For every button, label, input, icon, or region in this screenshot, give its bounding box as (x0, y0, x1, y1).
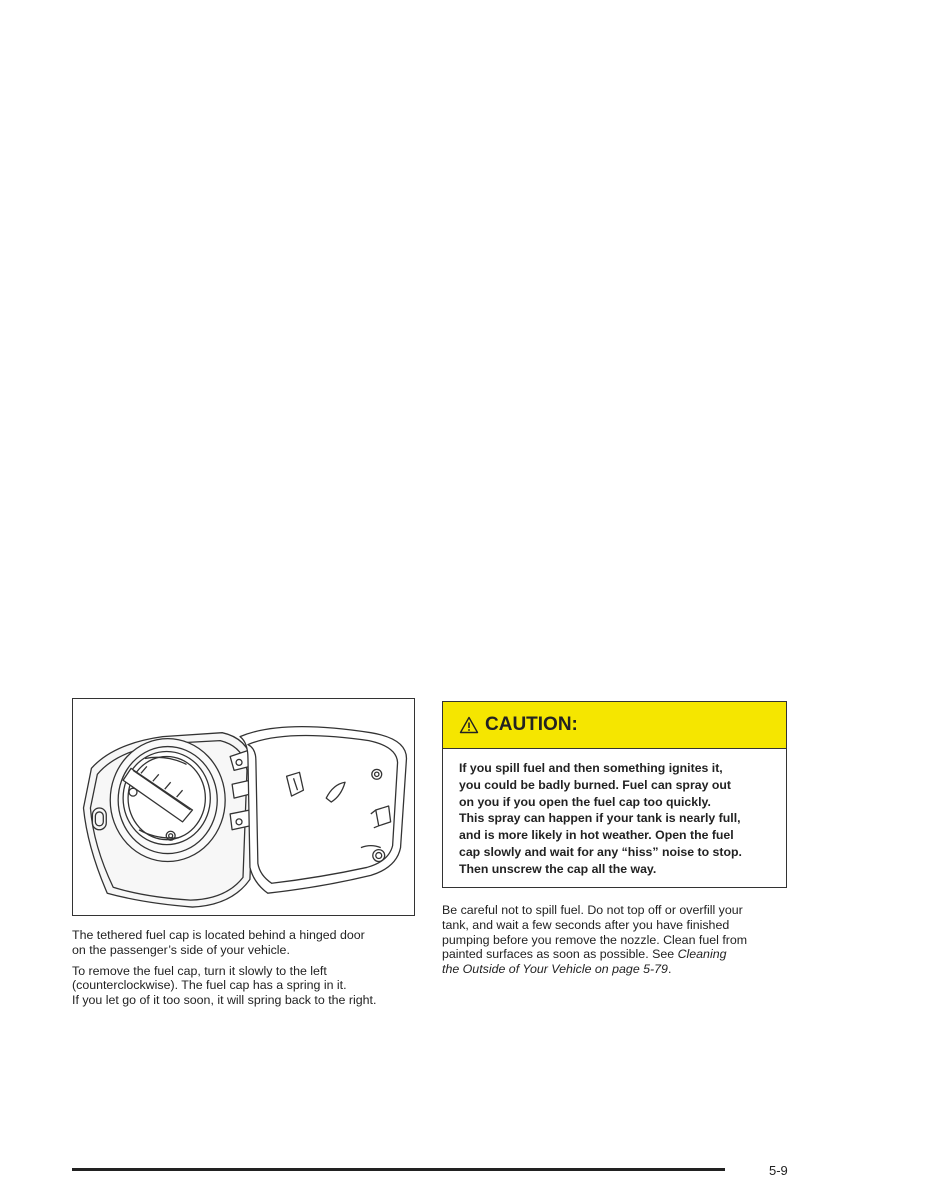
cross-reference-link[interactable]: the Outside of Your Vehicle on page 5-79 (442, 962, 668, 977)
text-line: To remove the fuel cap, turn it slowly to the left (72, 963, 327, 978)
fuel-cap-illustration (72, 698, 415, 916)
text-line: . (667, 962, 672, 977)
text-line: If you let go of it too soon, it will spring back to the right. (72, 993, 377, 1008)
text-line: Be careful not to spill fuel. Do not top off or overfill your (442, 903, 743, 917)
text-line: The tethered fuel cap is located behind a hinged door (72, 928, 365, 942)
footer-rule (72, 1168, 725, 1171)
caution-line: and is more likely in hot weather. Open the fuel (459, 828, 734, 843)
caution-header (443, 702, 786, 749)
caution-line: If you spill fuel and then something ignites it, (459, 761, 723, 775)
caution-line: cap slowly and wait for any “hiss” noise to stop. (459, 844, 742, 859)
caution-line: on you if you open the fuel cap too quickly. (459, 794, 711, 809)
caution-body (443, 749, 786, 878)
caution-line: This spray can happen if your tank is nearly full, (459, 811, 741, 826)
caution-line: Then unscrew the cap all the way. (459, 861, 657, 876)
text-line: painted surfaces as soon as possible. See (442, 947, 678, 962)
left-column-text (72, 928, 422, 1014)
text-line: tank, and wait a few seconds after you have finished (442, 917, 730, 932)
caution-title: CAUTION: (485, 714, 578, 735)
warning-triangle-icon (459, 716, 479, 734)
fuel-cap-location-paragraph (72, 928, 422, 958)
spill-fuel-paragraph (442, 903, 792, 977)
fuel-cap-door-illustration (73, 699, 414, 915)
text-line: pumping before you remove the nozzle. Clean fuel from (442, 932, 748, 947)
text-line: on the passenger’s side of your vehicle. (72, 942, 290, 957)
remove-fuel-cap-paragraph (72, 964, 422, 1008)
text-line: (counterclockwise). The fuel cap has a spring in it. (72, 978, 347, 993)
page-number: 5-9 (769, 1163, 788, 1178)
right-column-text (442, 903, 792, 977)
caution-line: you could be badly burned. Fuel can spray out (459, 777, 731, 792)
cross-reference-link[interactable]: Cleaning (677, 947, 727, 962)
caution-box (442, 701, 787, 888)
